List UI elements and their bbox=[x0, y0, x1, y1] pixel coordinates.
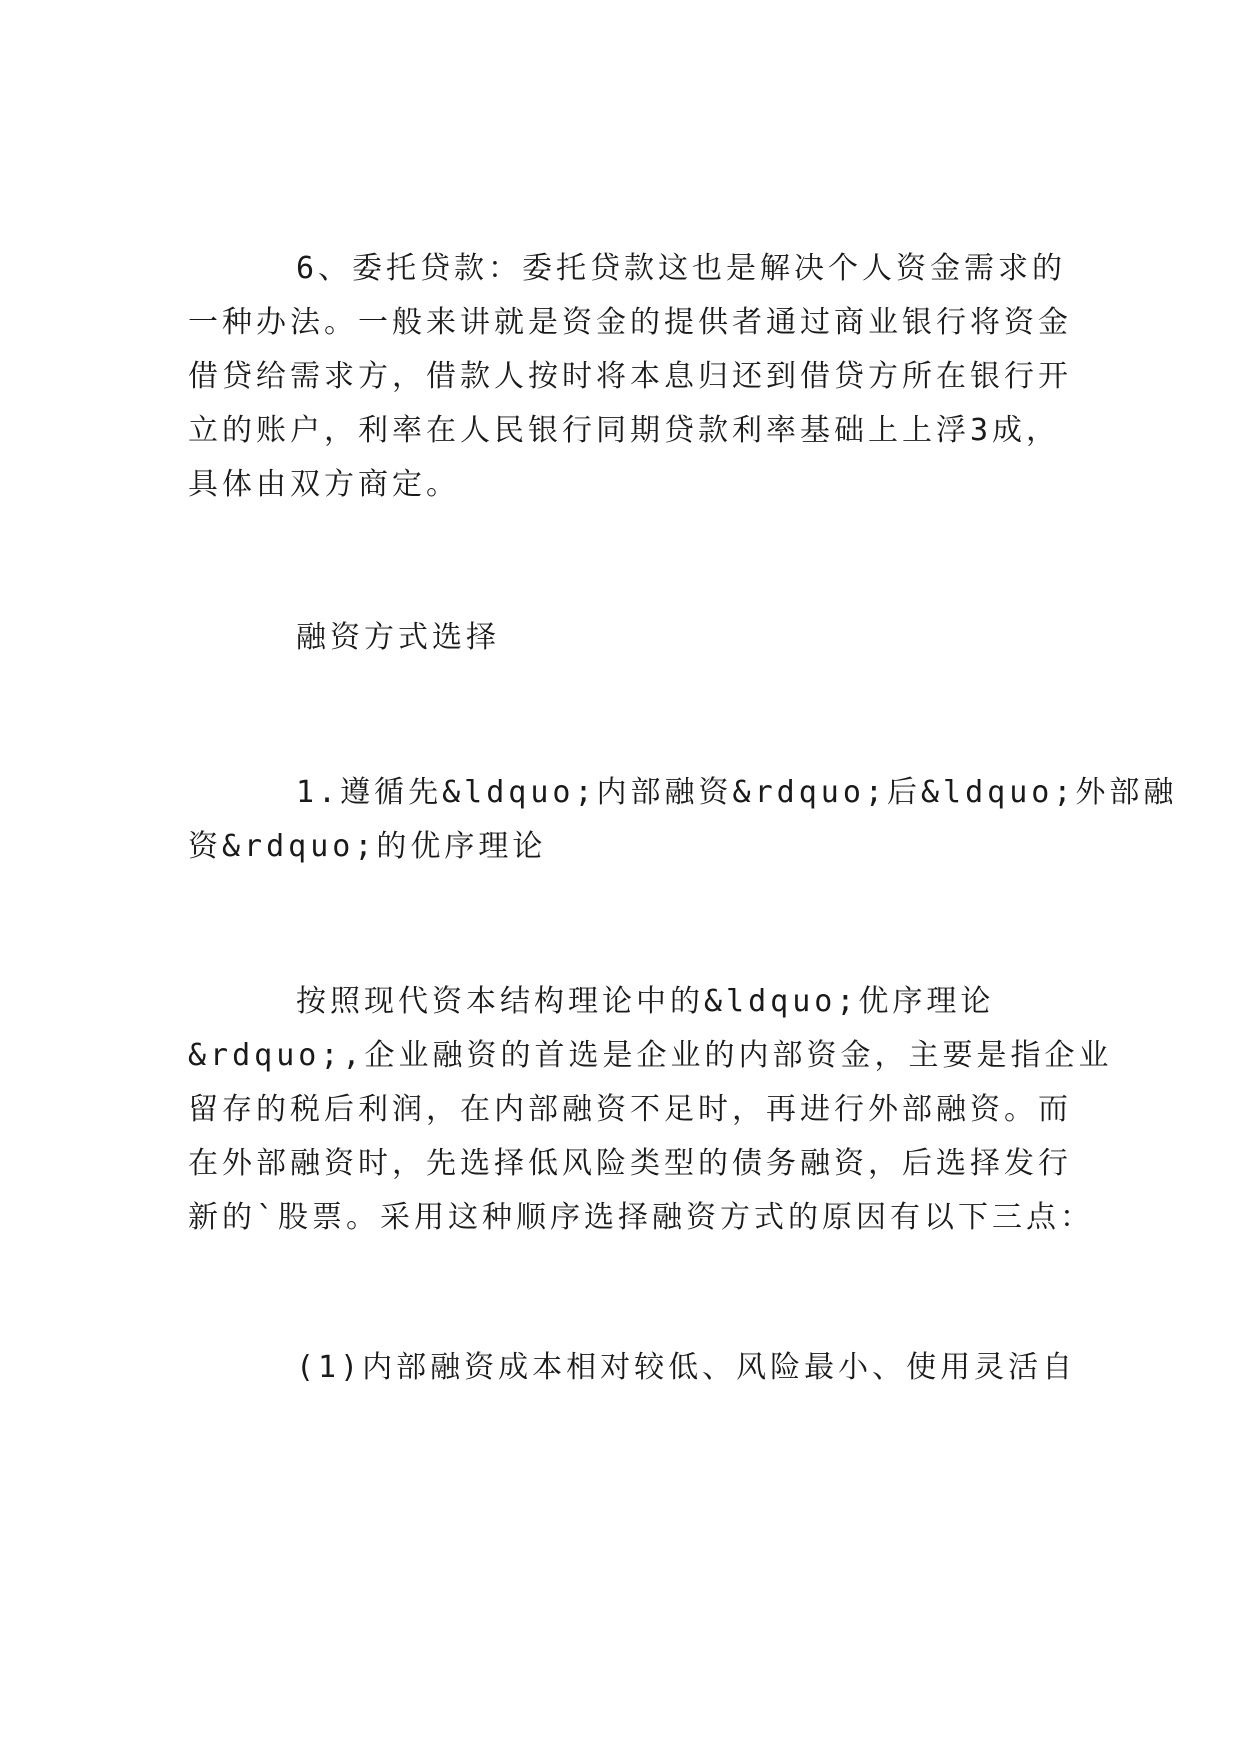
paragraph-line: 留存的税后利润，在内部融资不足时，再进行外部融资。而 bbox=[188, 1092, 1072, 1127]
paragraph-capital-structure bbox=[188, 975, 1113, 1245]
paragraph-line: 在外部融资时，先选择低风险类型的债务融资，后选择发行 bbox=[188, 1146, 1072, 1181]
paragraph-pecking-order bbox=[188, 766, 1178, 874]
paragraph-line: (1)内部融资成本相对较低、风险最小、使用灵活自 bbox=[296, 1350, 1077, 1385]
paragraph-internal-financing bbox=[188, 1341, 1077, 1395]
section-heading bbox=[188, 611, 1068, 665]
paragraph-entrusted-loan bbox=[188, 242, 1072, 512]
paragraph-line: 具体由双方商定。 bbox=[188, 467, 460, 502]
paragraph-line: 1.遵循先&ldquo;内部融资&rdquo;后&ldquo;外部融 bbox=[296, 775, 1178, 810]
paragraph-line: 借贷给需求方，借款人按时将本息归还到借贷方所在银行开 bbox=[188, 359, 1072, 394]
paragraph-line: 按照现代资本结构理论中的&ldquo;优序理论 bbox=[296, 984, 995, 1019]
heading-line: 融资方式选择 bbox=[296, 620, 500, 655]
paragraph-line: 资&rdquo;的优序理论 bbox=[188, 829, 547, 864]
paragraph-line: 新的`股票。采用这种顺序选择融资方式的原因有以下三点： bbox=[188, 1200, 1095, 1235]
paragraph-line: &rdquo;,企业融资的首选是企业的内部资金，主要是指企业 bbox=[188, 1038, 1113, 1073]
paragraph-line: 立的账户，利率在人民银行同期贷款利率基础上上浮3成， bbox=[188, 413, 1061, 448]
paragraph-line: 一种办法。一般来讲就是资金的提供者通过商业银行将资金 bbox=[188, 305, 1072, 340]
paragraph-line: 6、委托贷款：委托贷款这也是解决个人资金需求的 bbox=[296, 251, 1067, 286]
